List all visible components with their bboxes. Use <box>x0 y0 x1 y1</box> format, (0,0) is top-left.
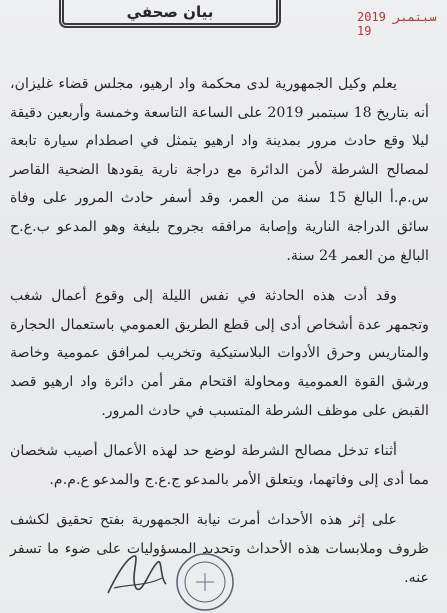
signature-icon <box>100 548 170 603</box>
paragraph-riots: وقد أدت هذه الحادثة في نفس الليلة إلى وقوع أعمال شغب وتجمهر عدة أشخاص أدى إلى قطع الطريق العمومي باستعمال الحجارة والمتاريس وحرق الأدوات البلاستيكية وتخريب لمرافق عمومية وخاصة ورشق القوة العمومية ومحاولة اقتحام مقر أمن دائرة واد ارهيو قصد القبض على موظف الشرطة المتسبب في حادث المرور. <box>10 288 429 419</box>
document-title: بيان صحفي <box>126 2 214 21</box>
title-frame <box>62 0 278 25</box>
paragraph-casualties: أثناء تدخل مصالح الشرطة لوضع حد لهذه الأعمال أصيب شخصان مما أدى إلى وفاتهما، ويتعلق الأمر بالمدعو ج.ع.ج والمدعو ع.م.م. <box>10 443 429 488</box>
court-seal-icon <box>174 551 236 613</box>
document-body <box>10 70 429 604</box>
paragraph-accident: يعلم وكيل الجمهورية لدى محكمة واد ارهيو، مجلس قضاء غليزان، أنه بتاريخ 18 سبتمبر 2019 على الساعة التاسعة وخمسة وأربعين دقيقة ليلا وقع حادث مرور بمدينة واد ارهيو يتمثل في اصطدام سيارة تابعة لمصالح الشرطة لأمن الدائرة مع دراجة نارية يقودها الضحية القاصر س.م.أ البالغ 15 سنة من العمر، وقد أسفر حادث المرور على وفاة سائق الدراجة النارية وإصابة مرافقه بجروح بليغة وهو المدعو ب.ع.ح البالغ من العمر 24 سنة. <box>10 76 430 264</box>
date-stamp: 2019 سبتمبر 19 <box>357 10 437 38</box>
paragraph-investigation: على إثر هذه الأحداث أمرت نيابة الجمهورية بفتح تحقيق لكشف ظروف وملابسات هذه الأحداث وتحديد المسؤوليات على ضوء ما تسفر عنه. <box>10 512 429 586</box>
